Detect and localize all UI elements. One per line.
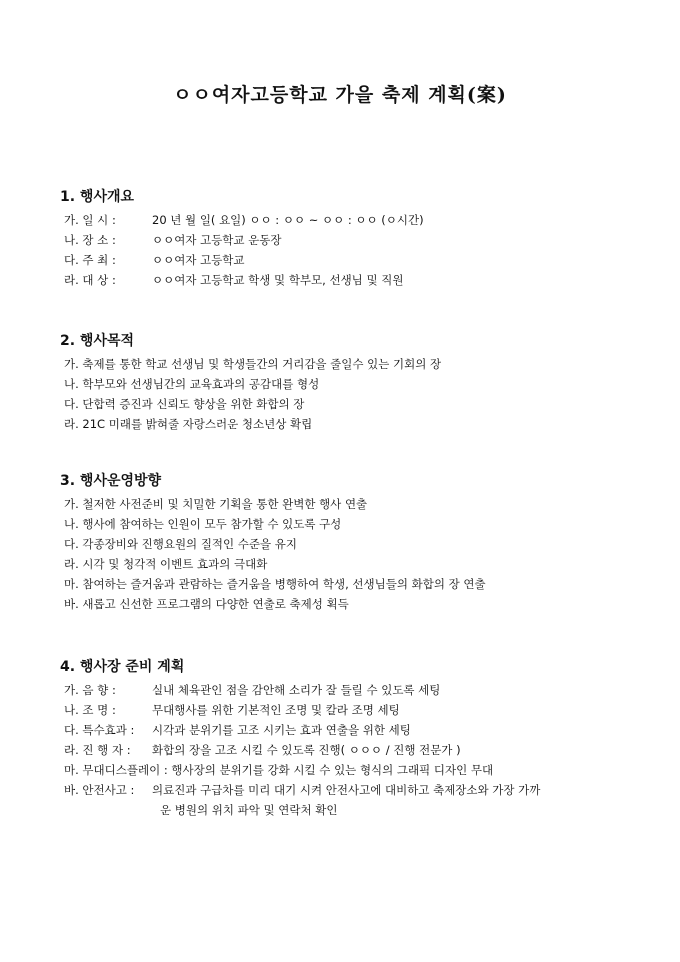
item-text: ㅇㅇ여자 고등학교 — [152, 253, 245, 267]
item-text: 20 년 월 일( 요일) ㅇㅇ : ㅇㅇ ~ ㅇㅇ : ㅇㅇ (ㅇ시간) — [152, 213, 424, 227]
venue-item-lighting — [60, 700, 660, 720]
direction-item: 라. 시각 및 청각적 이벤트 효과의 극대화 — [64, 557, 268, 571]
item-label: 바. 안전사고 : — [64, 783, 135, 797]
section-operation-direction — [60, 470, 660, 614]
item-label: 가. 음 향 : — [64, 683, 116, 697]
item-text: ㅇㅇ여자 고등학교 학생 및 학부모, 선생님 및 직원 — [152, 273, 404, 287]
purpose-item: 다. 단합력 증진과 신뢰도 향상을 위한 화합의 장 — [64, 397, 305, 411]
item-label: 다. 주 최 : — [64, 253, 116, 267]
venue-item-safety-continuation: 운 병원의 위치 파악 및 연락처 확인 — [160, 803, 338, 817]
section-heading: 3. 행사운영방향 — [60, 473, 162, 489]
venue-item-stage-display — [60, 760, 660, 780]
venue-item-sound — [60, 680, 660, 700]
direction-item: 마. 참여하는 즐거움과 관람하는 즐거움을 병행하여 학생, 선생님들의 화합의 장 연출 — [64, 577, 486, 591]
item-label: 라. 대 상 : — [64, 273, 116, 287]
item-text: 시각과 분위기를 고조 시키는 효과 연출을 위한 세팅 — [152, 723, 411, 737]
venue-item-host — [60, 740, 660, 760]
direction-item: 가. 철저한 사전준비 및 치밀한 기획을 통한 완벽한 행사 연출 — [64, 497, 368, 511]
section-heading: 1. 행사개요 — [60, 189, 135, 205]
purpose-item: 가. 축제를 통한 학교 선생님 및 학생들간의 거리감을 줄일수 있는 기회의 장 — [64, 357, 442, 371]
section-overview — [60, 186, 660, 290]
overview-item-place — [60, 230, 660, 250]
overview-item-host — [60, 250, 660, 270]
overview-item-target — [60, 270, 660, 290]
venue-item-special-effects — [60, 720, 660, 740]
overview-item-datetime — [60, 210, 660, 230]
item-label: 나. 조 명 : — [64, 703, 116, 717]
direction-item: 바. 새롭고 신선한 프로그램의 다양한 연출로 축제성 획득 — [64, 597, 349, 611]
item-label: 가. 일 시 : — [64, 213, 116, 227]
direction-item: 나. 행사에 참여하는 인원이 모두 참가할 수 있도록 구성 — [64, 517, 342, 531]
item-text: 화합의 장을 고조 시킬 수 있도록 진행( ㅇㅇㅇ / 진행 전문가 ) — [152, 743, 461, 757]
item-label: 마. 무대디스플레이 : — [64, 763, 168, 777]
item-label: 나. 장 소 : — [64, 233, 116, 247]
item-text: 무대행사를 위한 기본적인 조명 및 칼라 조명 세팅 — [152, 703, 400, 717]
item-text: 실내 체육관인 점을 감안해 소리가 잘 들릴 수 있도록 세팅 — [152, 683, 441, 697]
item-text: 의료진과 구급차를 미리 대기 시켜 안전사고에 대비하고 축제장소와 가장 가까 — [152, 783, 541, 797]
venue-item-safety — [60, 780, 660, 800]
purpose-item: 라. 21C 미래를 밝혀줄 자랑스러운 청소년상 확립 — [64, 417, 313, 431]
section-heading: 4. 행사장 준비 계획 — [60, 659, 185, 675]
item-label: 라. 진 행 자 : — [64, 743, 131, 757]
purpose-item: 나. 학부모와 선생님간의 교육효과의 공감대를 형성 — [64, 377, 320, 391]
direction-item: 다. 각종장비와 진행요원의 질적인 수준을 유지 — [64, 537, 298, 551]
item-text: ㅇㅇ여자 고등학교 운동장 — [152, 233, 282, 247]
item-text: 행사장의 분위기를 강화 시킬 수 있는 형식의 그래픽 디자인 무대 — [171, 763, 494, 777]
section-venue-preparation — [60, 656, 660, 820]
document-title: ㅇㅇ여자고등학교 가을 축제 계획(案) — [173, 84, 507, 106]
section-purpose — [60, 330, 660, 434]
section-heading: 2. 행사목적 — [60, 333, 135, 349]
item-label: 다. 특수효과 : — [64, 723, 135, 737]
